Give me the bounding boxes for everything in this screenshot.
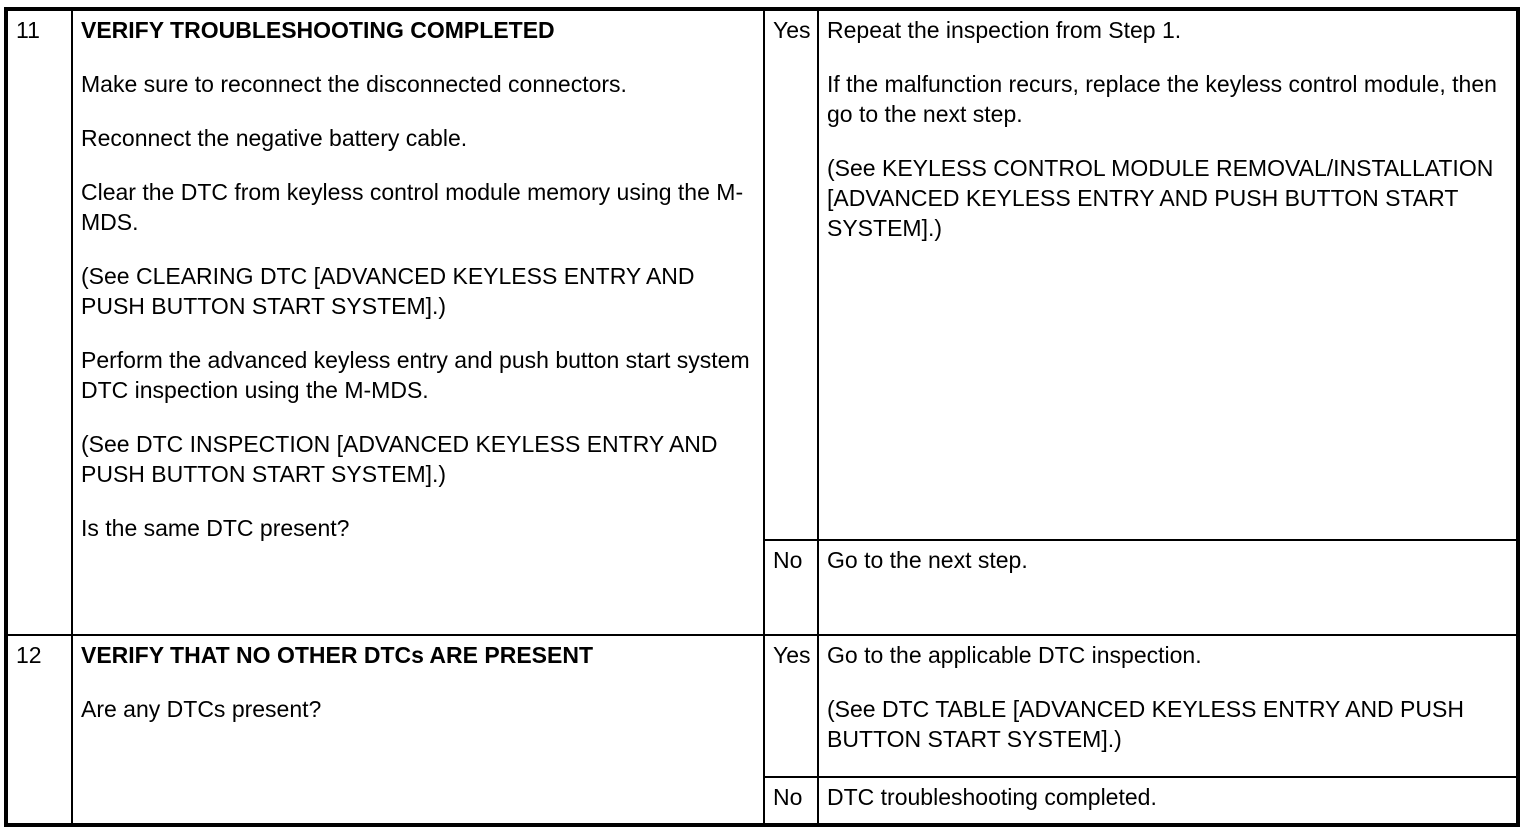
action-paragraph: Go to the applicable DTC inspection. bbox=[827, 642, 1202, 668]
action-paragraph: Repeat the inspection from Step 1. bbox=[827, 17, 1182, 43]
no-action-cell bbox=[818, 777, 1518, 825]
step-number: 11 bbox=[16, 17, 40, 43]
table-row-step-11-yes bbox=[6, 9, 1518, 540]
list-item bbox=[81, 123, 755, 153]
action-paragraph: Go to the next step. bbox=[827, 547, 1028, 573]
inspection-title: VERIFY TROUBLESHOOTING COMPLETED bbox=[81, 17, 555, 43]
list-item bbox=[81, 694, 755, 724]
bullet-text: Clear the DTC from keyless control module memory using the M-MDS. bbox=[81, 179, 744, 235]
no-label: No bbox=[773, 784, 803, 810]
bullet-text: Perform the advanced keyless entry and push button start system DTC inspection using the M-MDS. bbox=[81, 347, 750, 403]
action-paragraph: (See DTC TABLE [ADVANCED KEYLESS ENTRY AND PUSH BUTTON START SYSTEM].) bbox=[827, 696, 1464, 752]
action-paragraph: DTC troubleshooting completed. bbox=[827, 784, 1157, 810]
no-action-cell bbox=[818, 540, 1518, 635]
bullet-text: Are any DTCs present? bbox=[81, 696, 322, 722]
action-paragraph: (See KEYLESS CONTROL MODULE REMOVAL/INSTALLATION [ADVANCED KEYLESS ENTRY AND PUSH BUTTON START SYSTEM].) bbox=[827, 155, 1494, 241]
list-item bbox=[81, 513, 755, 543]
step-number-cell bbox=[6, 635, 72, 825]
inspection-cell bbox=[72, 635, 764, 825]
yes-action-cell bbox=[818, 9, 1518, 540]
bullet-text: Reconnect the negative battery cable. bbox=[81, 125, 468, 151]
no-label: No bbox=[773, 547, 803, 573]
yes-label: Yes bbox=[773, 642, 811, 668]
no-label-cell bbox=[764, 777, 818, 825]
inspection-title: VERIFY THAT NO OTHER DTCs ARE PRESENT bbox=[81, 642, 594, 668]
table-row-step-12-yes bbox=[6, 635, 1518, 777]
list-item bbox=[81, 69, 755, 99]
step-number-cell bbox=[6, 9, 72, 635]
troubleshooting-table bbox=[4, 7, 1520, 827]
inspection-cell bbox=[72, 9, 764, 635]
list-item bbox=[81, 345, 755, 489]
yes-label-cell bbox=[764, 635, 818, 777]
yes-label-cell bbox=[764, 9, 818, 540]
bullet-text: Make sure to reconnect the disconnected connectors. bbox=[81, 71, 627, 97]
yes-action-cell bbox=[818, 635, 1518, 777]
bullet-text: Is the same DTC present? bbox=[81, 515, 350, 541]
step-number: 12 bbox=[16, 642, 42, 668]
list-item bbox=[81, 177, 755, 321]
no-label-cell bbox=[764, 540, 818, 635]
see-reference-note: (See CLEARING DTC [ADVANCED KEYLESS ENTRY AND PUSH BUTTON START SYSTEM].) bbox=[81, 263, 695, 319]
yes-label: Yes bbox=[773, 17, 811, 43]
see-reference-note: (See DTC INSPECTION [ADVANCED KEYLESS ENTRY AND PUSH BUTTON START SYSTEM].) bbox=[81, 431, 718, 487]
action-paragraph: If the malfunction recurs, replace the keyless control module, then go to the next step. bbox=[827, 71, 1497, 127]
